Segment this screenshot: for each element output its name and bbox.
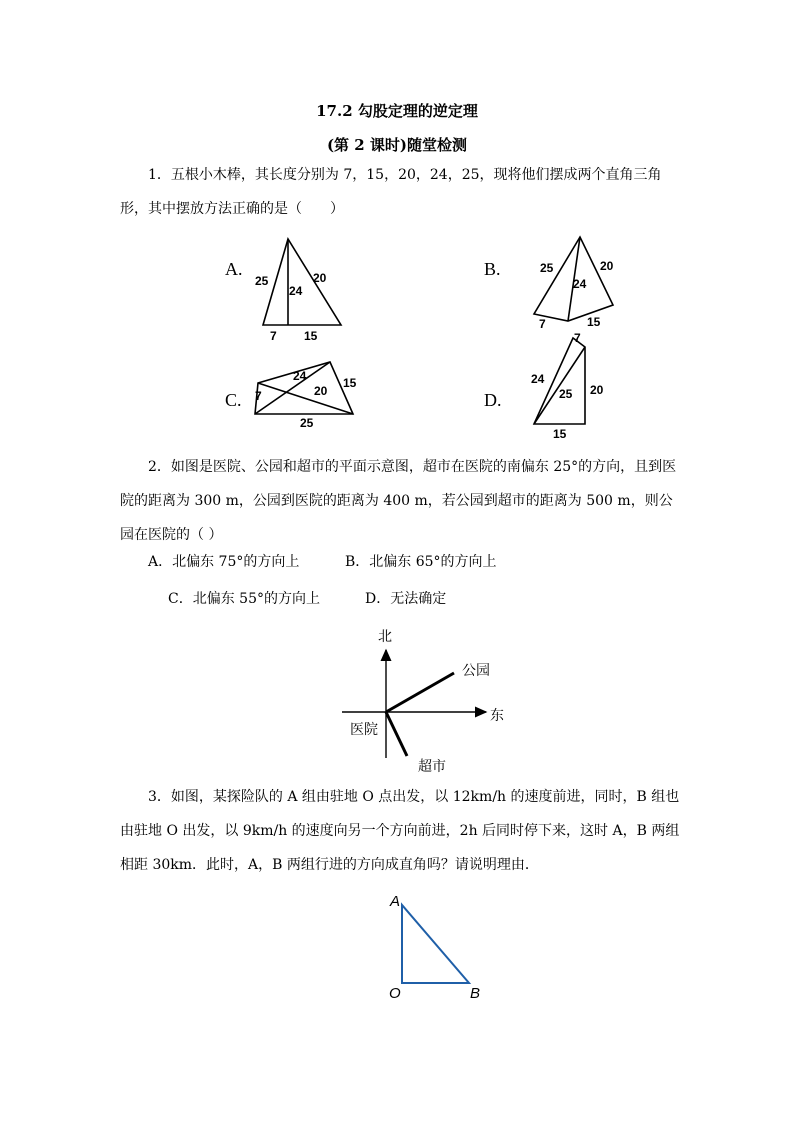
- fig-b-num: 15: [587, 315, 601, 329]
- fig-b-num: 20: [600, 259, 614, 273]
- east-label: 东: [490, 707, 504, 723]
- vertex-b-label: B: [470, 985, 481, 1002]
- fig-d-num: 25: [559, 387, 573, 401]
- page-subtitle: (第 2 课时)随堂检测: [326, 136, 468, 154]
- right-triangle-oab: [402, 905, 469, 983]
- fig-b-num: 7: [539, 317, 546, 331]
- fig-c-num: 15: [343, 376, 357, 390]
- fig-a-num: 20: [313, 271, 327, 285]
- fig-d-num: 24: [531, 372, 545, 386]
- fig-d-num: 15: [553, 427, 567, 441]
- page-title: 17.2 勾股定理的逆定理: [316, 102, 478, 120]
- q2-option-b: B．北偏东 65°的方向上: [345, 554, 497, 570]
- fig-d-num: 20: [590, 383, 604, 397]
- fig-c-num: 25: [300, 416, 314, 430]
- figure-a: [252, 234, 347, 344]
- fig-c-num: 20: [314, 384, 328, 398]
- fig-a-num: 24: [289, 284, 303, 298]
- option-c-label: C.: [225, 390, 242, 410]
- fig-d-num: 7: [574, 331, 581, 345]
- question-1-text: 1．五根小木棒，其长度分别为 7，15，20，24，25，现将他们摆成两个直角三角形，其中摆放方法正确的是（ ）: [120, 167, 662, 217]
- figure-b: [525, 230, 630, 335]
- hospital-label: 医院: [350, 721, 378, 737]
- q2-option-d: D．无法确定: [365, 591, 447, 607]
- fig-a-num: 15: [304, 329, 318, 343]
- market-label: 超市: [418, 758, 446, 774]
- figure-c: [250, 356, 365, 432]
- question-2-text: 2．如图是医院、公园和超市的平面示意图，超市在医院的南偏东 25°的方向，且到医院的距离为 300 m，公园到医院的距离为 400 m，若公园到超市的距离为 500 m，则公园在医院的（ ）: [120, 459, 677, 543]
- option-b-label: B.: [484, 259, 501, 279]
- fig-a-num: 25: [255, 274, 269, 288]
- vertex-o-label: O: [389, 985, 401, 1002]
- park-line: [386, 673, 454, 712]
- q2-option-c: C．北偏东 55°的方向上: [168, 591, 320, 607]
- fig-b-num: 25: [540, 261, 554, 275]
- park-label: 公园: [462, 662, 490, 678]
- q2-direction-diagram: [330, 620, 520, 780]
- fig-b-num: 24: [573, 277, 587, 291]
- option-a-label: A.: [225, 259, 243, 279]
- q2-option-a: A．北偏东 75°的方向上: [148, 554, 300, 570]
- fig-c-num: 24: [293, 369, 307, 383]
- figure-d: [525, 331, 604, 444]
- question-3-text: 3．如图，某探险队的 A 组由驻地 O 点出发，以 12km/h 的速度前进，同时，B 组也由驻地 O 出发，以 9km/h 的速度向另一个方向前进，2h 后同时停下来，这时 A，B 两组相距 30km．此时，A，B 两组行进的方向成直角吗？请说明理由．: [120, 789, 680, 873]
- vertex-a-label: A: [390, 893, 401, 910]
- fig-c-num: 7: [255, 389, 262, 403]
- fig-a-num: 7: [270, 329, 277, 343]
- q3-triangle-diagram: [380, 888, 490, 1008]
- market-line: [386, 712, 407, 756]
- north-label: 北: [378, 628, 392, 644]
- option-d-label: D.: [484, 390, 502, 410]
